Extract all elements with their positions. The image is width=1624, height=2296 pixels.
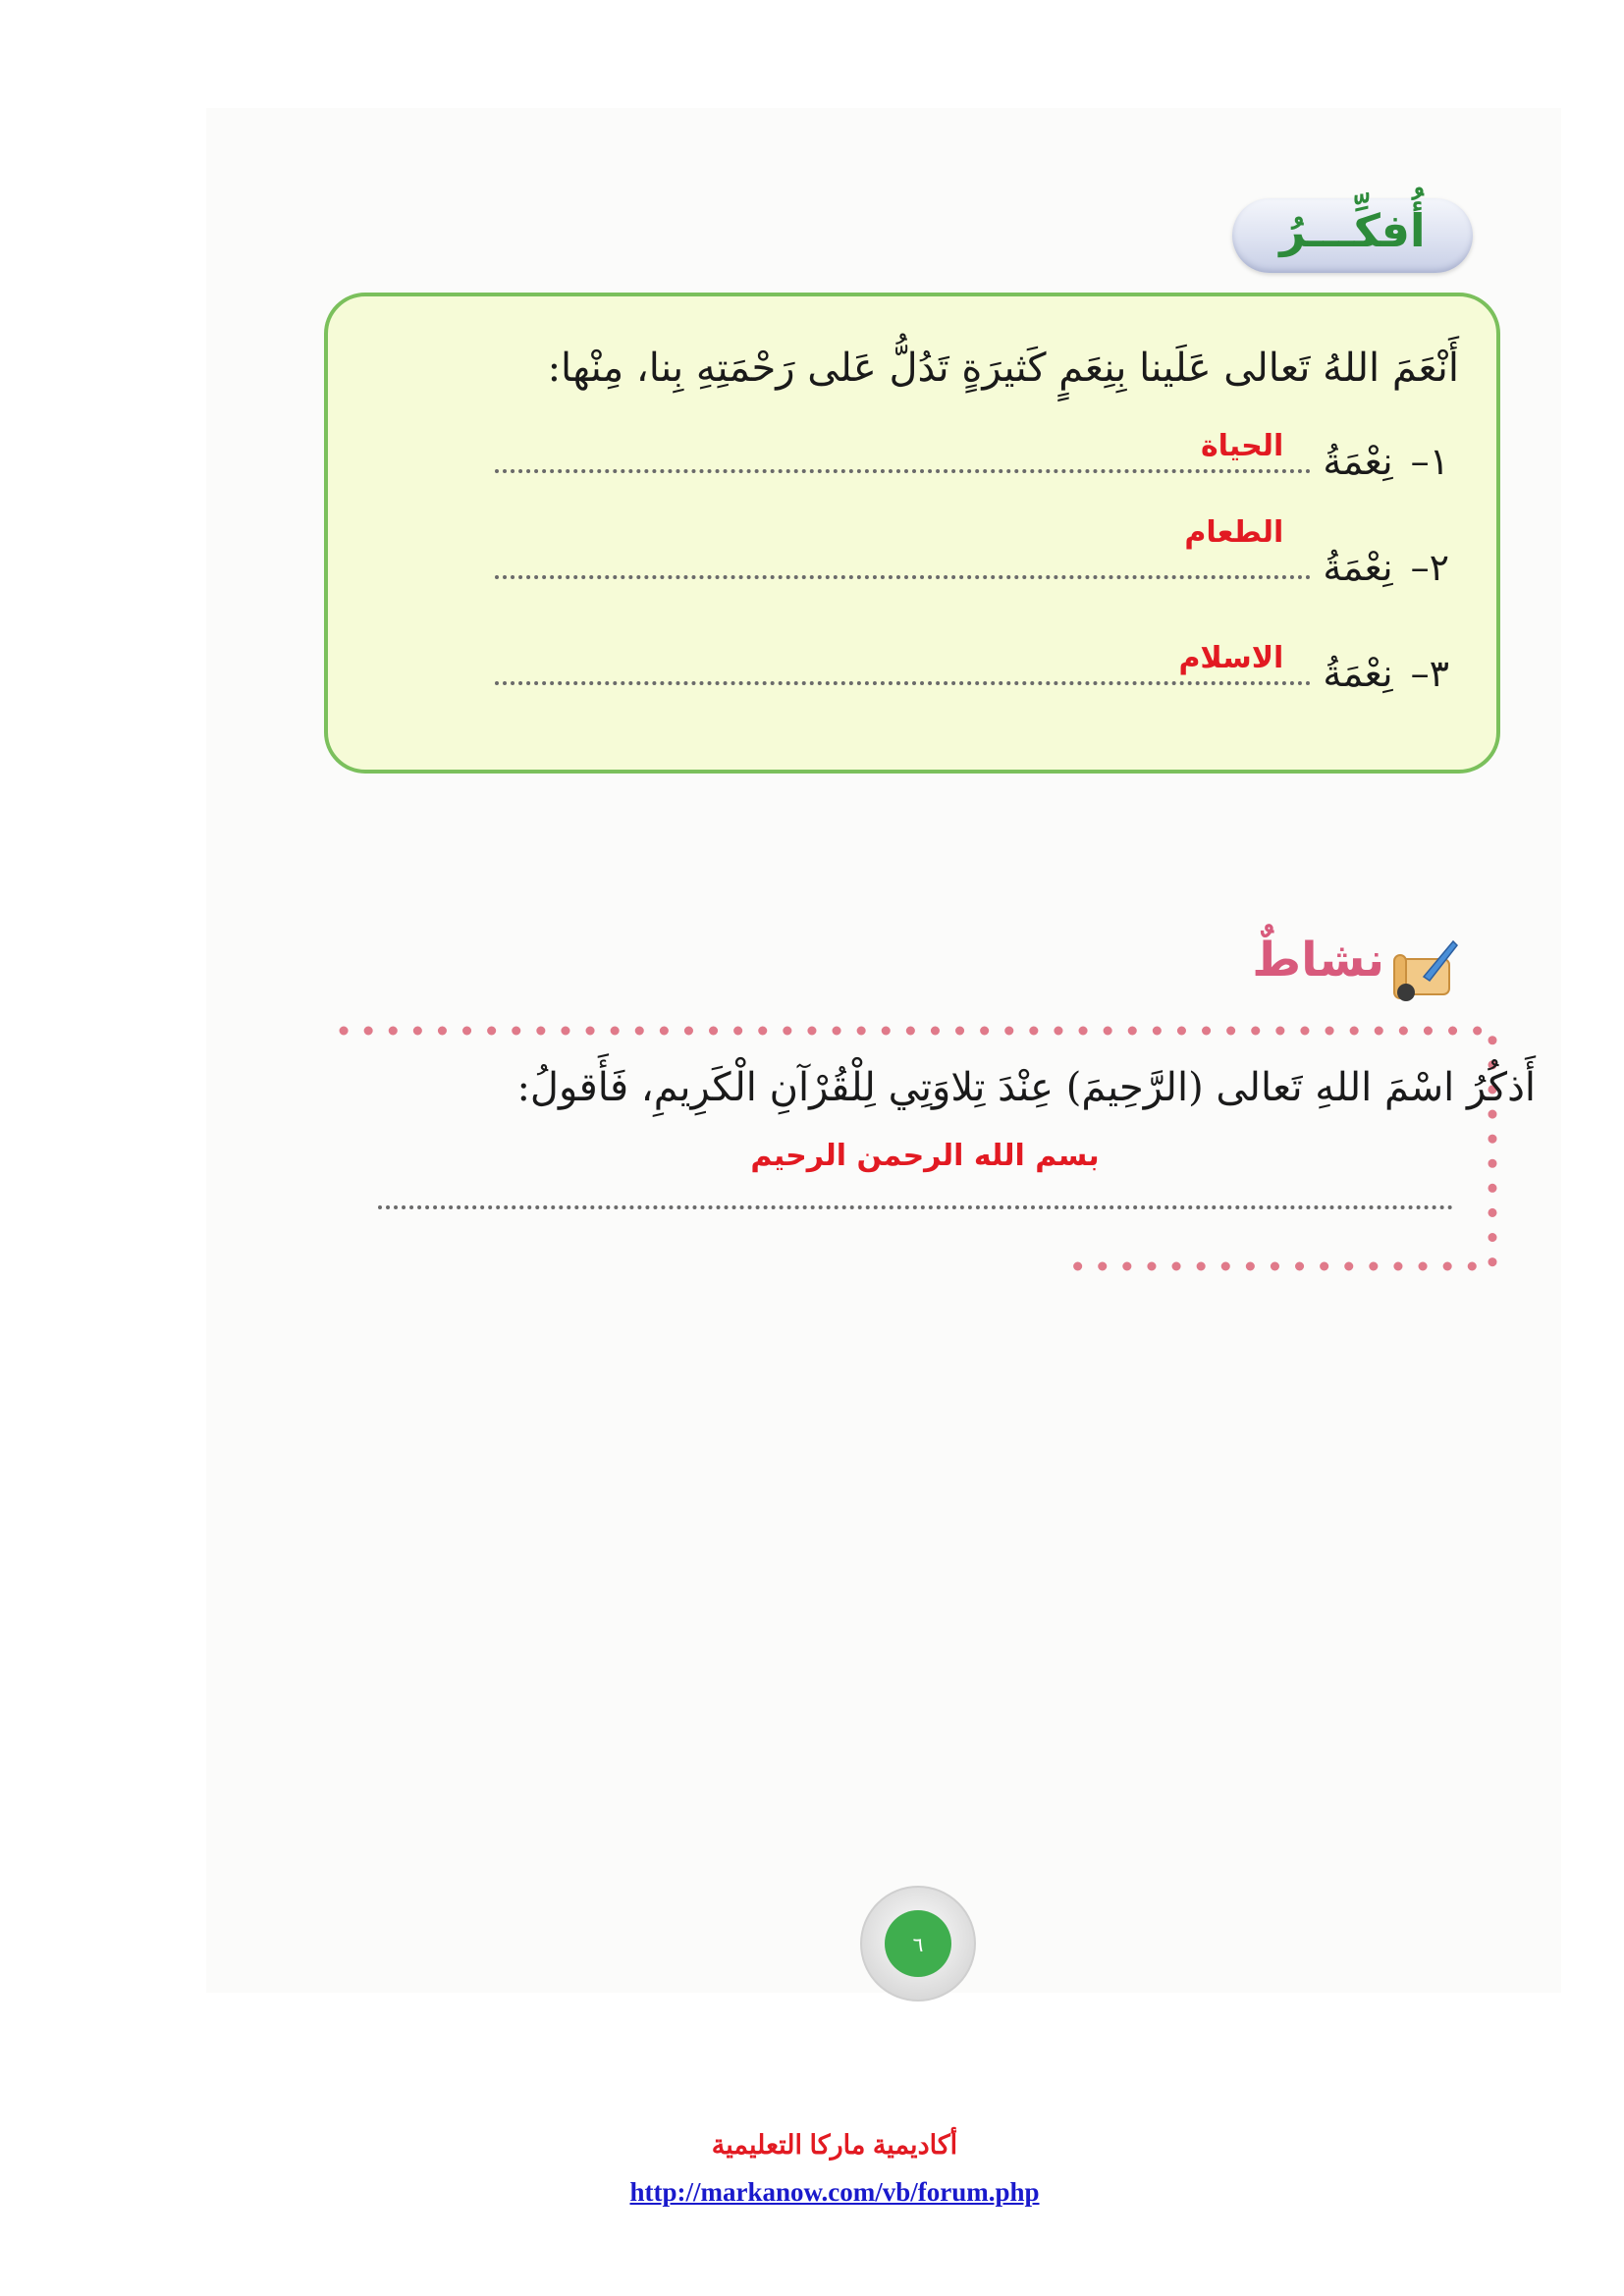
footer-brand: أكاديمية ماركا التعليمية	[711, 2130, 958, 2160]
answer-dotted-line[interactable]	[495, 429, 1311, 473]
blessing-row-3	[495, 636, 1449, 695]
think-section-box	[324, 293, 1500, 774]
think-section-title: أُفكِّـــرُ	[1279, 204, 1426, 257]
page-number-badge	[857, 1883, 979, 2004]
blessing-row-2	[495, 515, 1449, 589]
blessing-answer: الاسلام	[1178, 641, 1284, 675]
blessing-number: ١–	[1410, 440, 1449, 483]
blessing-number: ٢–	[1410, 546, 1449, 589]
footer-link[interactable]: http://markanow.com/vb/forum.php	[629, 2177, 1040, 2207]
answer-dotted-line[interactable]	[495, 641, 1311, 685]
activity-prompt-text: أَذكُرُ اسْمَ اللهِ تَعالى (الرَّحِيمَ) عِنْدَ تِلاوَتِي لِلْقُرْآنِ الْكَرِيمِ، فَأَقولُ:	[516, 1065, 1536, 1110]
page-number-circle	[857, 1883, 979, 2004]
activity-answer-line[interactable]	[378, 1205, 1453, 1209]
blessing-row-1	[495, 424, 1449, 483]
blessing-word: نِعْمَةُ	[1323, 546, 1393, 589]
page-number-text: ٦	[912, 1933, 924, 1956]
blessing-word: نِعْمَةُ	[1323, 652, 1393, 695]
answer-dotted-line[interactable]	[495, 515, 1311, 579]
blessing-word: نِعْمَةُ	[1323, 440, 1393, 483]
think-section-badge	[1232, 198, 1473, 273]
think-intro-text: أَنْعَمَ اللهُ تَعالى عَلَينا بِنِعَمٍ كَثيرَةٍ تَدُلُّ عَلى رَحْمَتِهِ بِنا، مِنْها:	[547, 346, 1459, 391]
blessing-number: ٣–	[1410, 652, 1449, 695]
blessing-answer: الحياة	[1200, 429, 1284, 463]
activity-answer: بسم الله الرحمن الرحيم	[750, 1139, 1100, 1173]
activity-scroll-icon	[1384, 937, 1463, 1006]
blessing-answer: الطعام	[1184, 515, 1284, 550]
activity-section-title: نشاطٌ	[1252, 933, 1384, 988]
